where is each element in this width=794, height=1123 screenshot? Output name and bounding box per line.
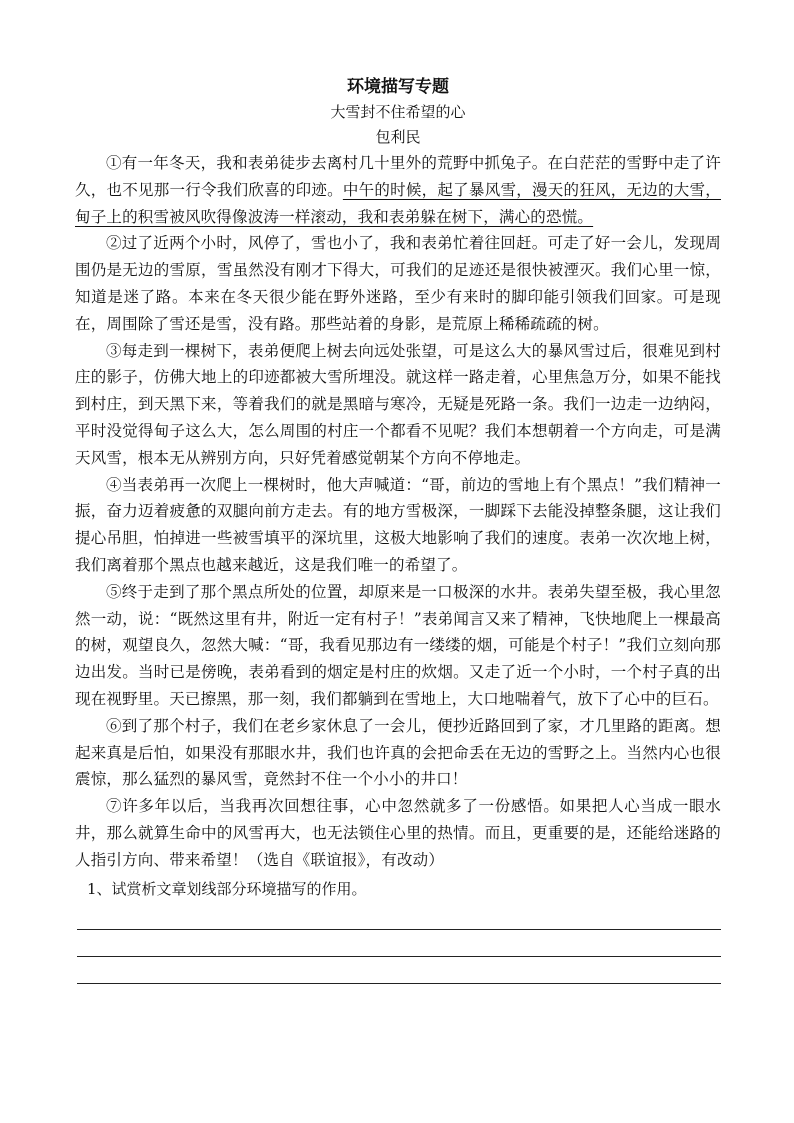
paragraph-6: ⑥到了那个村子，我们在老乡家休息了一会儿，便抄近路回到了家，才几里路的距离。想起来真是后怕，如果没有那眼水井，我们也许真的会把命丢在无边的雪野之上。当然内心也很震惊，那么猛烈的暴风雪，竟然封不住一个小小的井口！ bbox=[75, 716, 721, 789]
article-title: 大雪封不住希望的心 bbox=[330, 103, 466, 121]
paragraph-2: ②过了近两个小时，风停了，雪也小了，我和表弟忙着往回赶。可走了好一会儿，发现周围仍是无边的雪原，雪虽然没有刚才下得大，可我们的足迹还是很快被湮灭。我们心里一惊，知道是迷了路。本来在冬天很少能在野外迷路，至少有来时的脚印能引领我们回家。可是现在，周围除了雪还是雪，没有路。那些站着的身影，是荒原上稀稀疏疏的树。 bbox=[75, 234, 721, 333]
paragraph-5: ⑤终于走到了那个黑点所处的位置，却原来是一口极深的水井。表弟失望至极，我心里忽然一动，说：“既然这里有井，附近一定有村子！”表弟闻言又来了精神，飞快地爬上一棵最高的树，观望良久，忽然大喊：“哥，我看见那边有一缕缕的烟，可能是个村子！”我们立刻向那边出发。当时已是傍晚，表弟看到的烟定是村庄的炊烟。又走了近一个小时，一个村子真的出现在视野里。天已擦黑，那一刻，我们都躺到在雪地上，大口地喘着气，放下了心中的巨石。 bbox=[75, 582, 721, 708]
answer-area[interactable] bbox=[75, 903, 721, 984]
paragraph-4: ④当表弟再一次爬上一棵树时，他大声喊道：“哥，前边的雪地上有个黑点！”我们精神一振，奋力迈着疲惫的双腿向前方走去。有的地方雪极深，一脚踩下去能没掉整条腿，这让我们提心吊胆，怕掉进一些被雪填平的深坑里，这极大地影响了我们的速度。表弟一次次地上树，我们离着那个黑点也越来越近，这是我们唯一的希望了。 bbox=[75, 475, 721, 574]
worksheet-title: 环境描写专题 bbox=[347, 77, 449, 97]
answer-line[interactable] bbox=[77, 903, 721, 930]
paragraph-3: ③每走到一棵树下，表弟便爬上树去向远处张望，可是这么大的暴风雪过后，很难见到村庄的影子，仿佛大地上的印迹都被大雪所埋没。就这样一路走着，心里焦急万分，如果不能找到村庄，到天黑下来，等着我们的就是黑暗与寒冷，无疑是死路一条。我们一边走一边纳闷，平时没觉得甸子这么大，怎么周围的村庄一个都看不见呢？我们本想朝着一个方向走，可是满天风雪，根本无从辨别方向，只好凭着感觉朝某个方向不停地走。 bbox=[75, 341, 721, 467]
answer-line[interactable] bbox=[77, 930, 721, 957]
answer-line[interactable] bbox=[77, 957, 721, 984]
question-1: 1、试赏析文章划线部分环境描写的作用。 bbox=[87, 879, 367, 898]
article-author: 包利民 bbox=[375, 128, 421, 146]
article-body bbox=[75, 150, 721, 874]
underlined-passage: 中午的时候，起了暴风雪，漫天的狂风，无边的大雪，甸子上的积雪被风吹得像波涛一样滚动，我和表弟躲在树下，满心的恐慌。 bbox=[75, 180, 721, 226]
worksheet-page bbox=[75, 74, 721, 984]
paragraph-1 bbox=[75, 150, 721, 230]
paragraph-7: ⑦许多年以后，当我再次回想往事，心中忽然就多了一份感悟。如果把人心当成一眼水井，那么就算生命中的风雪再大，也无法锁住心里的热情。而且，更重要的是，还能给迷路的人指引方向、带来希望！（选自《联谊报》，有改动） bbox=[75, 797, 721, 869]
paragraph-1-text: ①有一年冬天，我和表弟徒步去离村几十里外的荒野中抓兔子。在白茫茫的雪野中走了许久，也不见那一行令我们欣喜的印迹。 bbox=[75, 154, 721, 199]
